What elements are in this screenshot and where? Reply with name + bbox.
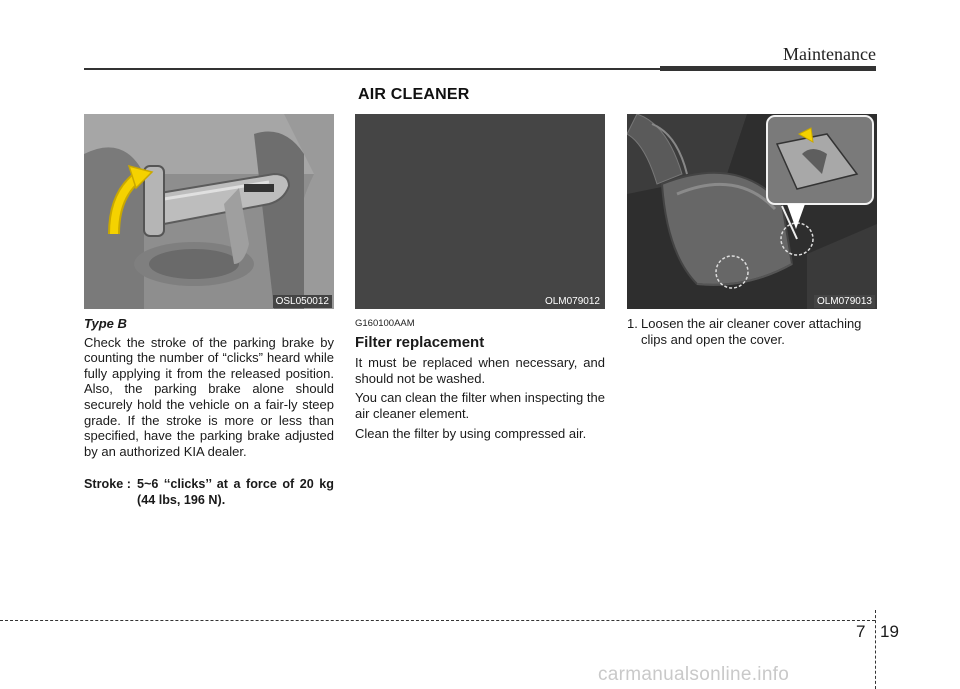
stroke-spec-label: Stroke : [84,477,131,492]
left-column [84,316,334,509]
step-text: Loosen the air cleaner cover attaching clips and open the cover. [641,316,862,347]
air-cleaner-illustration [627,114,877,309]
figure-code-right: OLM079013 [814,295,875,308]
section-title: AIR CLEANER [358,86,470,103]
filter-replacement-heading: Filter replacement [355,333,485,351]
header-section-title: Maintenance [783,44,876,64]
right-column [627,316,877,347]
watermark: carmanualsonline.info [598,664,790,685]
filter-paragraph-3: Clean the filter by using compressed air. [355,425,587,441]
chapter-number: 7 [856,622,866,641]
header-rule [84,68,660,70]
stroke-spec-value: 5~6 ‘‘clicks’’ at a force of 20 kg (44 lbs, 196 N). [137,477,334,507]
filter-figure [355,114,605,309]
figure-code-left: OSL050012 [273,295,332,308]
parking-brake-illustration [84,114,334,309]
figure-code-middle: OLM079012 [542,295,603,308]
filter-illustration [355,114,605,309]
header-rule-thick [660,66,876,71]
parking-brake-paragraph: Check the stroke of the parking brake by counting the number of “clicks” heard while fully applying it from the released position. Also, the parking brake alone should securely hold the vehicle on a fair-ly steep grade. If the stroke is more or less than specified, have the parking brake adjusted by an authorized KIA dealer. [84,334,334,459]
stroke-spec [84,477,334,508]
type-label: Type B [84,316,127,331]
step-item [627,316,877,347]
step-number: 1. [627,316,638,331]
footer-vertical-rule [875,610,876,689]
middle-column [355,316,605,445]
air-cleaner-figure [627,114,877,309]
filter-paragraph-1: It must be replaced when necessary, and should not be washed. [355,355,605,386]
parking-brake-figure [84,114,334,309]
page-number: 19 [880,622,899,641]
filter-paragraph-2: You can clean the filter when inspecting the air cleaner element. [355,390,605,421]
footer-dashed-rule [0,620,875,621]
section-code: G160100AAM [355,318,415,329]
